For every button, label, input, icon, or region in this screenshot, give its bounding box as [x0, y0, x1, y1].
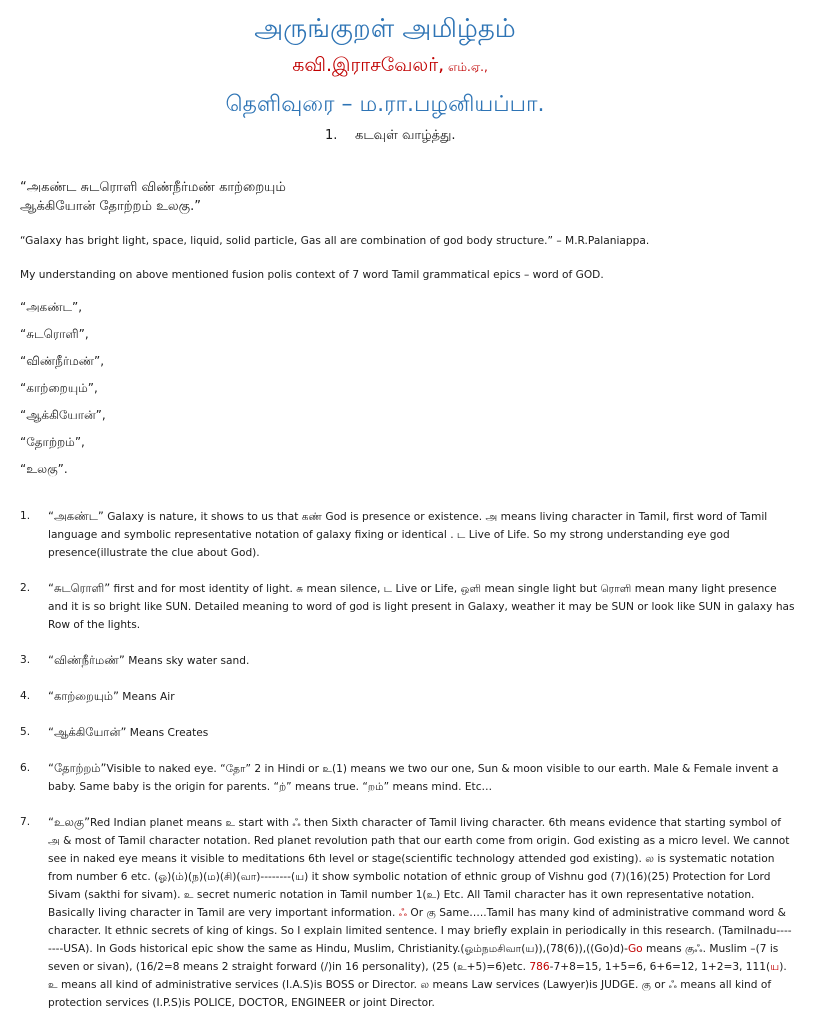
item-text: -7+8=15, 1+5=6, 6+6=12, 1+2=3, 111(: [549, 961, 771, 973]
word-item: “அகண்ட”,: [20, 300, 83, 314]
item-text: Red Indian planet means உ start with ஃ then Sixth character of Tamil living character. 6th means evidence that starting symbol of அ & most of Tamil character notation. Red planet revolution path that our earth come from origin. God existing as a micro level. We cannot see in naked eye means it visible to meditations 6th level or stage(scientific technology attended god existing). ல is systematic notation from number 6 etc. (ஓ)(ம்)(ந)(ம)(சி)(வா)--------(ய) it show symbolic notation of ethnic group of Vishnu god (7)(16)(25) Protection for Lord Sivam (sakthi for sivam). உ secret numeric notation in Tamil number 1(உ) Etc. All Tamil character has it own representative notation. Basically living character in Tamil are very important information.: [48, 817, 790, 919]
word-item: “விண்நீர்மண்”,: [20, 354, 105, 368]
item-text: ). உ means all kind of administrative services (I.A.S)is BOSS or Director. ல means Law services (Lawyer)is JUDGE. கு or ஃ means all kind of protection services (I.P.S)is POLICE, DOCTOR, ENGINEER or joint Director.: [48, 961, 787, 1009]
list-item: [20, 687, 795, 706]
list-item: [20, 651, 795, 670]
red-highlight: ய: [770, 961, 780, 973]
item-word: “அகண்ட”: [48, 509, 104, 523]
list-item: [20, 759, 795, 796]
commentator-line: தெளிவுரை – ம.ரா.பழனியப்பா.: [225, 92, 545, 117]
word-item: “உலகு”.: [20, 462, 68, 476]
item-text: Means Creates: [126, 727, 209, 739]
chapter-heading: [325, 128, 456, 144]
couplet: [20, 178, 286, 216]
item-text: means குஃ. Muslim –(7 is seven or sivan), (16/2=8 means 2 straight forward (/)in 16 personality), (25 (உ+5)=6)etc.: [48, 943, 779, 973]
word-item: “காற்றையும்”,: [20, 381, 98, 395]
list-item: [20, 507, 795, 562]
word-item: “சுடரொளி”,: [20, 327, 89, 341]
item-number: 2.: [20, 582, 31, 594]
item-text: first and for most identity of light. சு mean silence, ட Live or Life, ஒளி mean single light but ரொளி mean many light presence and it is so bright like SUN. Detailed meaning to word of god is light present in Galaxy, weather it may be SUN or look like SUN in galaxy has Row of the lights.: [48, 583, 795, 631]
book-title: அருங்குறள் அமிழ்தம்: [254, 14, 516, 44]
explanation-list: [20, 507, 795, 1029]
list-item: [20, 579, 795, 634]
item-word: “ஆக்கியோன்”: [48, 725, 127, 739]
author-line: [0, 54, 780, 79]
item-text: Galaxy is nature, it shows to us that கண் God is presence or existence. அ means living character in Tamil, first word of Tamil language and symbolic representative notation of galaxy fixing or identical . ட Live of Life. So my strong understanding eye god presence(illustrate the clue about God).: [48, 511, 768, 559]
word-item: “ஆக்கியோன்”,: [20, 408, 106, 422]
red-highlight: ஃ: [398, 907, 408, 919]
red-highlight: 786: [529, 961, 550, 973]
item-text: Or கு Same…..Tamil has many kind of administrative command word & character. It ethnic secrets of king of kings. So I explain limited sentence. I may briefly explain in periodically in this research. (Tamilnadu--------USA). In Gods historical epic show the same as Hindu, Muslim, Christianity.(ஓம்நமசிவா(ய)),(78(6)),((Go)d)-: [48, 907, 792, 955]
item-number: 3.: [20, 654, 31, 666]
list-item: [20, 813, 795, 1012]
item-number: 7.: [20, 816, 31, 828]
chapter-title: கடவுள் வாழ்த்து.: [355, 128, 456, 143]
item-number: 6.: [20, 762, 31, 774]
couplet-line-1: “அகண்ட சுடரொளி விண்நீர்மண் காற்றையும்: [20, 180, 286, 195]
author-degree: எம்.ஏ.,: [444, 60, 488, 74]
list-item: [20, 723, 795, 742]
couplet-line-2: ஆக்கியோன் தோற்றம் உலகு.”: [20, 199, 202, 214]
item-word: “சுடரொளி”: [48, 581, 111, 595]
understanding: My understanding on above mentioned fusion polis context of 7 word Tamil grammatical epics – word of GOD.: [20, 269, 604, 281]
red-highlight: Go: [627, 943, 643, 955]
item-number: 5.: [20, 726, 31, 738]
item-text: Means Air: [118, 691, 175, 703]
item-number: 1.: [20, 510, 31, 522]
word-item: “தோற்றம்”,: [20, 435, 85, 449]
item-word: “தோற்றம்”: [48, 761, 107, 775]
author-name: கவி.இராசவேலர்,: [292, 54, 445, 76]
item-word: “காற்றையும்”: [48, 689, 119, 703]
item-text: Visible to naked eye. “தோ” 2 in Hindi or உ(1) means we two our one, Sun & moon visible to our earth. Male & Female invent a baby. Same baby is the origin for parents. “ற்” means true. “றம்” means mind. Etc…: [48, 763, 779, 793]
item-text: Means sky water sand.: [124, 655, 250, 667]
chapter-number: 1.: [325, 128, 338, 143]
item-word: “உலகு”: [48, 815, 91, 829]
item-number: 4.: [20, 690, 31, 702]
item-word: “விண்நீர்மண்”: [48, 653, 125, 667]
translation: “Galaxy has bright light, space, liquid, solid particle, Gas all are combination of god body structure.” – M.R.Palaniappa.: [20, 235, 650, 247]
word-list: [20, 300, 106, 489]
